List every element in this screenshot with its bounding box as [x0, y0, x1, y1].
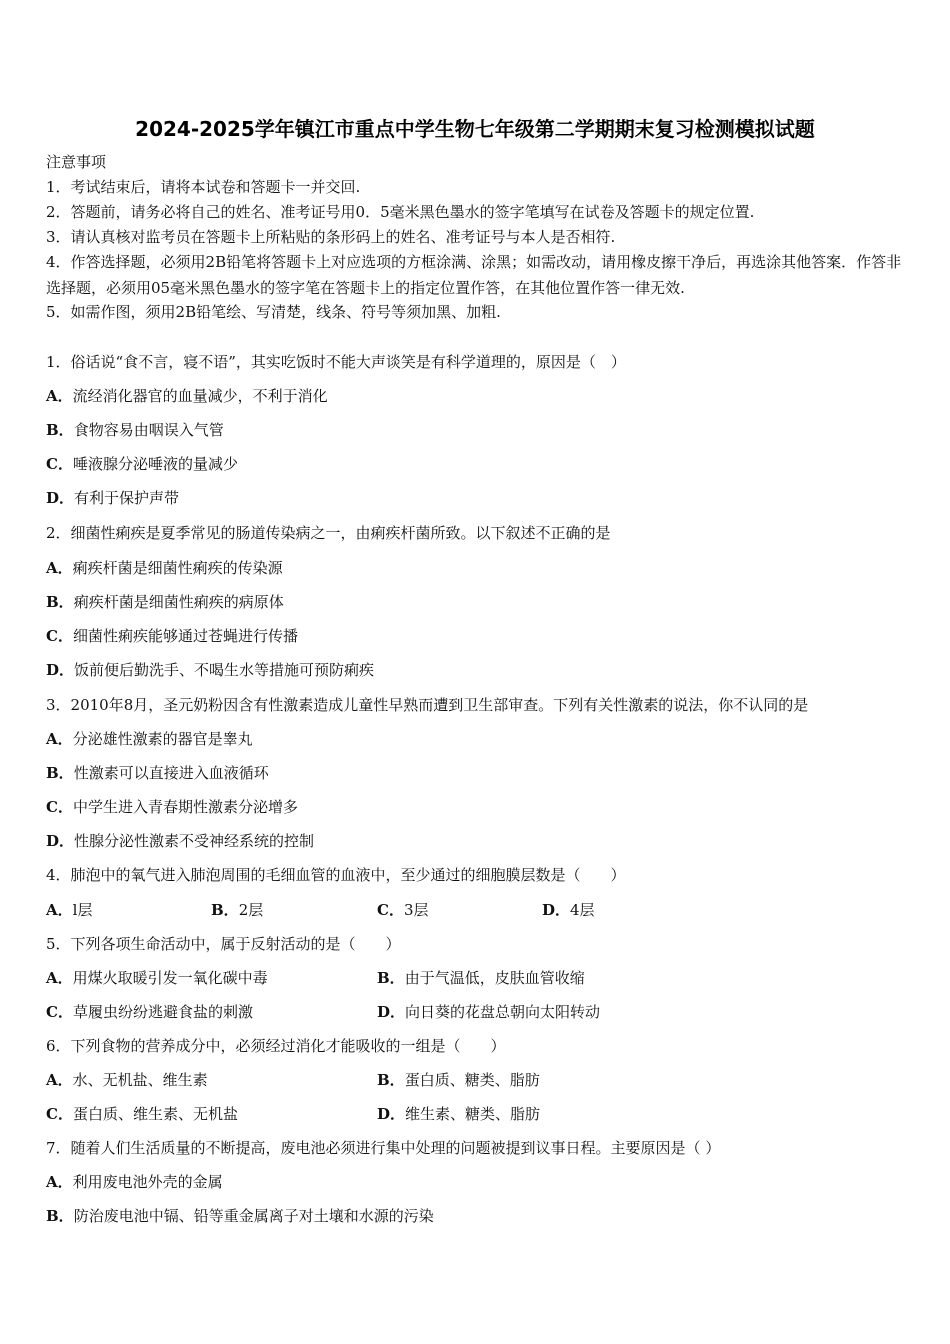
question-stem: 4．肺泡中的氧气进入肺泡周围的毛细血管的血液中，至少通过的细胞膜层数是（ ） — [46, 866, 626, 884]
option-label: C． — [46, 455, 73, 473]
option — [46, 625, 298, 646]
option-text: 细菌性痢疾能够通过苍蝇进行传播 — [72, 627, 298, 645]
option — [377, 899, 429, 920]
option-label: B． — [46, 593, 74, 611]
notice-item: 2．答题前，请务必将自己的姓名、准考证号用0．5毫米黑色墨水的签字笔填写在试卷及答题卡的规定位置. — [46, 203, 755, 221]
option-text: 性激素可以直接进入血液循环 — [73, 764, 269, 782]
option-text: 饭前便后勤洗手、不喝生水等措施可预防痢疾 — [74, 661, 375, 679]
option — [46, 453, 238, 474]
option-label: A． — [46, 1173, 73, 1191]
option — [46, 1205, 434, 1226]
option — [46, 1171, 223, 1192]
question-stem: 6．下列食物的营养成分中，必须经过消化才能吸收的一组是（ ） — [46, 1037, 506, 1055]
option-text: 利用废电池外壳的金属 — [72, 1173, 223, 1191]
option-label: A． — [46, 387, 73, 405]
option-label: D． — [377, 1105, 406, 1123]
option-label: A． — [46, 969, 73, 987]
option — [46, 487, 179, 508]
option — [46, 728, 253, 749]
option-text: 中学生进入青春期性激素分泌增多 — [72, 798, 298, 816]
option — [46, 967, 268, 988]
option — [542, 899, 595, 920]
question-stem: 3．2010年8月，圣元奶粉因含有性激素造成儿童性早熟而遭到卫生部审查。下列有关性激素的说法，你不认同的是 — [46, 696, 809, 714]
option-label: C． — [46, 1003, 73, 1021]
option — [46, 762, 269, 783]
option — [46, 1103, 238, 1124]
option-text: 防治废电池中镉、铅等重金属离子对土壤和水源的污染 — [73, 1207, 434, 1225]
option-text: 流经消化器官的血量减少，不利于消化 — [72, 387, 328, 405]
question-stem: 7．随着人们生活质量的不断提高，废电池必须进行集中处理的问题被提到议事日程。主要原因是（ ） — [46, 1139, 721, 1157]
option-label: B． — [211, 901, 239, 919]
option-row — [46, 1069, 906, 1089]
option-row — [46, 1001, 906, 1021]
option — [46, 591, 284, 612]
option-text: 由于气温低，皮肤血管收缩 — [404, 969, 585, 987]
notice-item: 5．如需作图，须用2B铅笔绘、写清楚，线条、符号等须加黑、加粗. — [46, 303, 501, 321]
question-stem: 5．下列各项生命活动中，属于反射活动的是（ ） — [46, 935, 401, 953]
option-text: 维生素、糖类、脂肪 — [405, 1105, 541, 1123]
option-label: A． — [46, 730, 73, 748]
option-label: B． — [46, 1207, 74, 1225]
option-text: 唾液腺分泌唾液的量减少 — [72, 455, 238, 473]
option-text: 水、无机盐、维生素 — [72, 1071, 208, 1089]
option — [211, 899, 263, 920]
option — [46, 557, 283, 578]
option-text: 有利于保护声带 — [74, 489, 180, 507]
option-label: B． — [46, 421, 74, 439]
option-text: 痢疾杆菌是细菌性痢疾的传染源 — [72, 559, 283, 577]
option-label: C． — [46, 1105, 73, 1123]
option-label: D． — [377, 1003, 406, 1021]
option — [377, 1069, 540, 1090]
option-label: A． — [46, 1071, 73, 1089]
question-stem: 2．细菌性痢疾是夏季常见的肠道传染病之一，由痢疾杆菌所致。以下叙述不正确的是 — [46, 524, 611, 542]
option-text: 草履虫纷纷逃避食盐的刺激 — [72, 1003, 253, 1021]
option — [377, 1103, 540, 1124]
option-label: A． — [46, 559, 73, 577]
option-label: B． — [377, 969, 405, 987]
option-text: 用煤火取暖引发一氧化碳中毒 — [72, 969, 268, 987]
option-label: A． — [46, 901, 73, 919]
option-label: C． — [377, 901, 404, 919]
option-label: B． — [46, 764, 74, 782]
option — [46, 830, 314, 851]
option-text: l层 — [72, 901, 93, 919]
option — [46, 419, 224, 440]
question-stem: 1．俗话说“食不言，寝不语”，其实吃饭时不能大声谈笑是有科学道理的，原因是（ ） — [46, 353, 626, 371]
option-text: 4层 — [570, 901, 595, 919]
option — [46, 659, 374, 680]
option-label: C． — [46, 627, 73, 645]
option-text: 蛋白质、维生素、无机盐 — [72, 1105, 238, 1123]
option-text: 痢疾杆菌是细菌性痢疾的病原体 — [73, 593, 284, 611]
option-row — [46, 899, 906, 919]
option — [46, 1001, 253, 1022]
option-label: B． — [377, 1071, 405, 1089]
option — [377, 967, 585, 988]
option-text: 2层 — [238, 901, 264, 919]
option-text: 向日葵的花盘总朝向太阳转动 — [405, 1003, 601, 1021]
option-text: 3层 — [403, 901, 429, 919]
option-row — [46, 1103, 906, 1123]
option — [377, 1001, 600, 1022]
option-label: D． — [46, 489, 75, 507]
notice-item: 3．请认真核对监考员在答题卡上所粘贴的条形码上的姓名、准考证号与本人是否相符. — [46, 228, 616, 246]
option-text: 食物容易由咽误入气管 — [73, 421, 224, 439]
option — [46, 385, 328, 406]
option — [46, 899, 92, 920]
option-label: D． — [46, 661, 75, 679]
option-row — [46, 967, 906, 987]
notice-header: 注意事项 — [46, 153, 107, 171]
option-text: 分泌雄性激素的器官是睾丸 — [72, 730, 253, 748]
option-text: 性腺分泌性激素不受神经系统的控制 — [74, 832, 315, 850]
notice-item: 1．考试结束后，请将本试卷和答题卡一并交回. — [46, 178, 361, 196]
option-label: D． — [542, 901, 571, 919]
notice-item: 4．作答选择题，必须用2B铅笔将答题卡上对应选项的方框涂满、涂黑；如需改动，请用橡皮擦干净后，再选涂其他答案．作答非选择题，必须用05毫米黑色墨水的签字笔在答题卡上的指定位置作答，在其他位置作答一律无效. — [46, 253, 902, 297]
option — [46, 796, 298, 817]
option — [46, 1069, 208, 1090]
option-text: 蛋白质、糖类、脂肪 — [404, 1071, 540, 1089]
page-title: 2024-2025学年镇江市重点中学生物七年级第二学期期末复习检测模拟试题 — [135, 117, 815, 141]
option-label: C． — [46, 798, 73, 816]
option-label: D． — [46, 832, 75, 850]
